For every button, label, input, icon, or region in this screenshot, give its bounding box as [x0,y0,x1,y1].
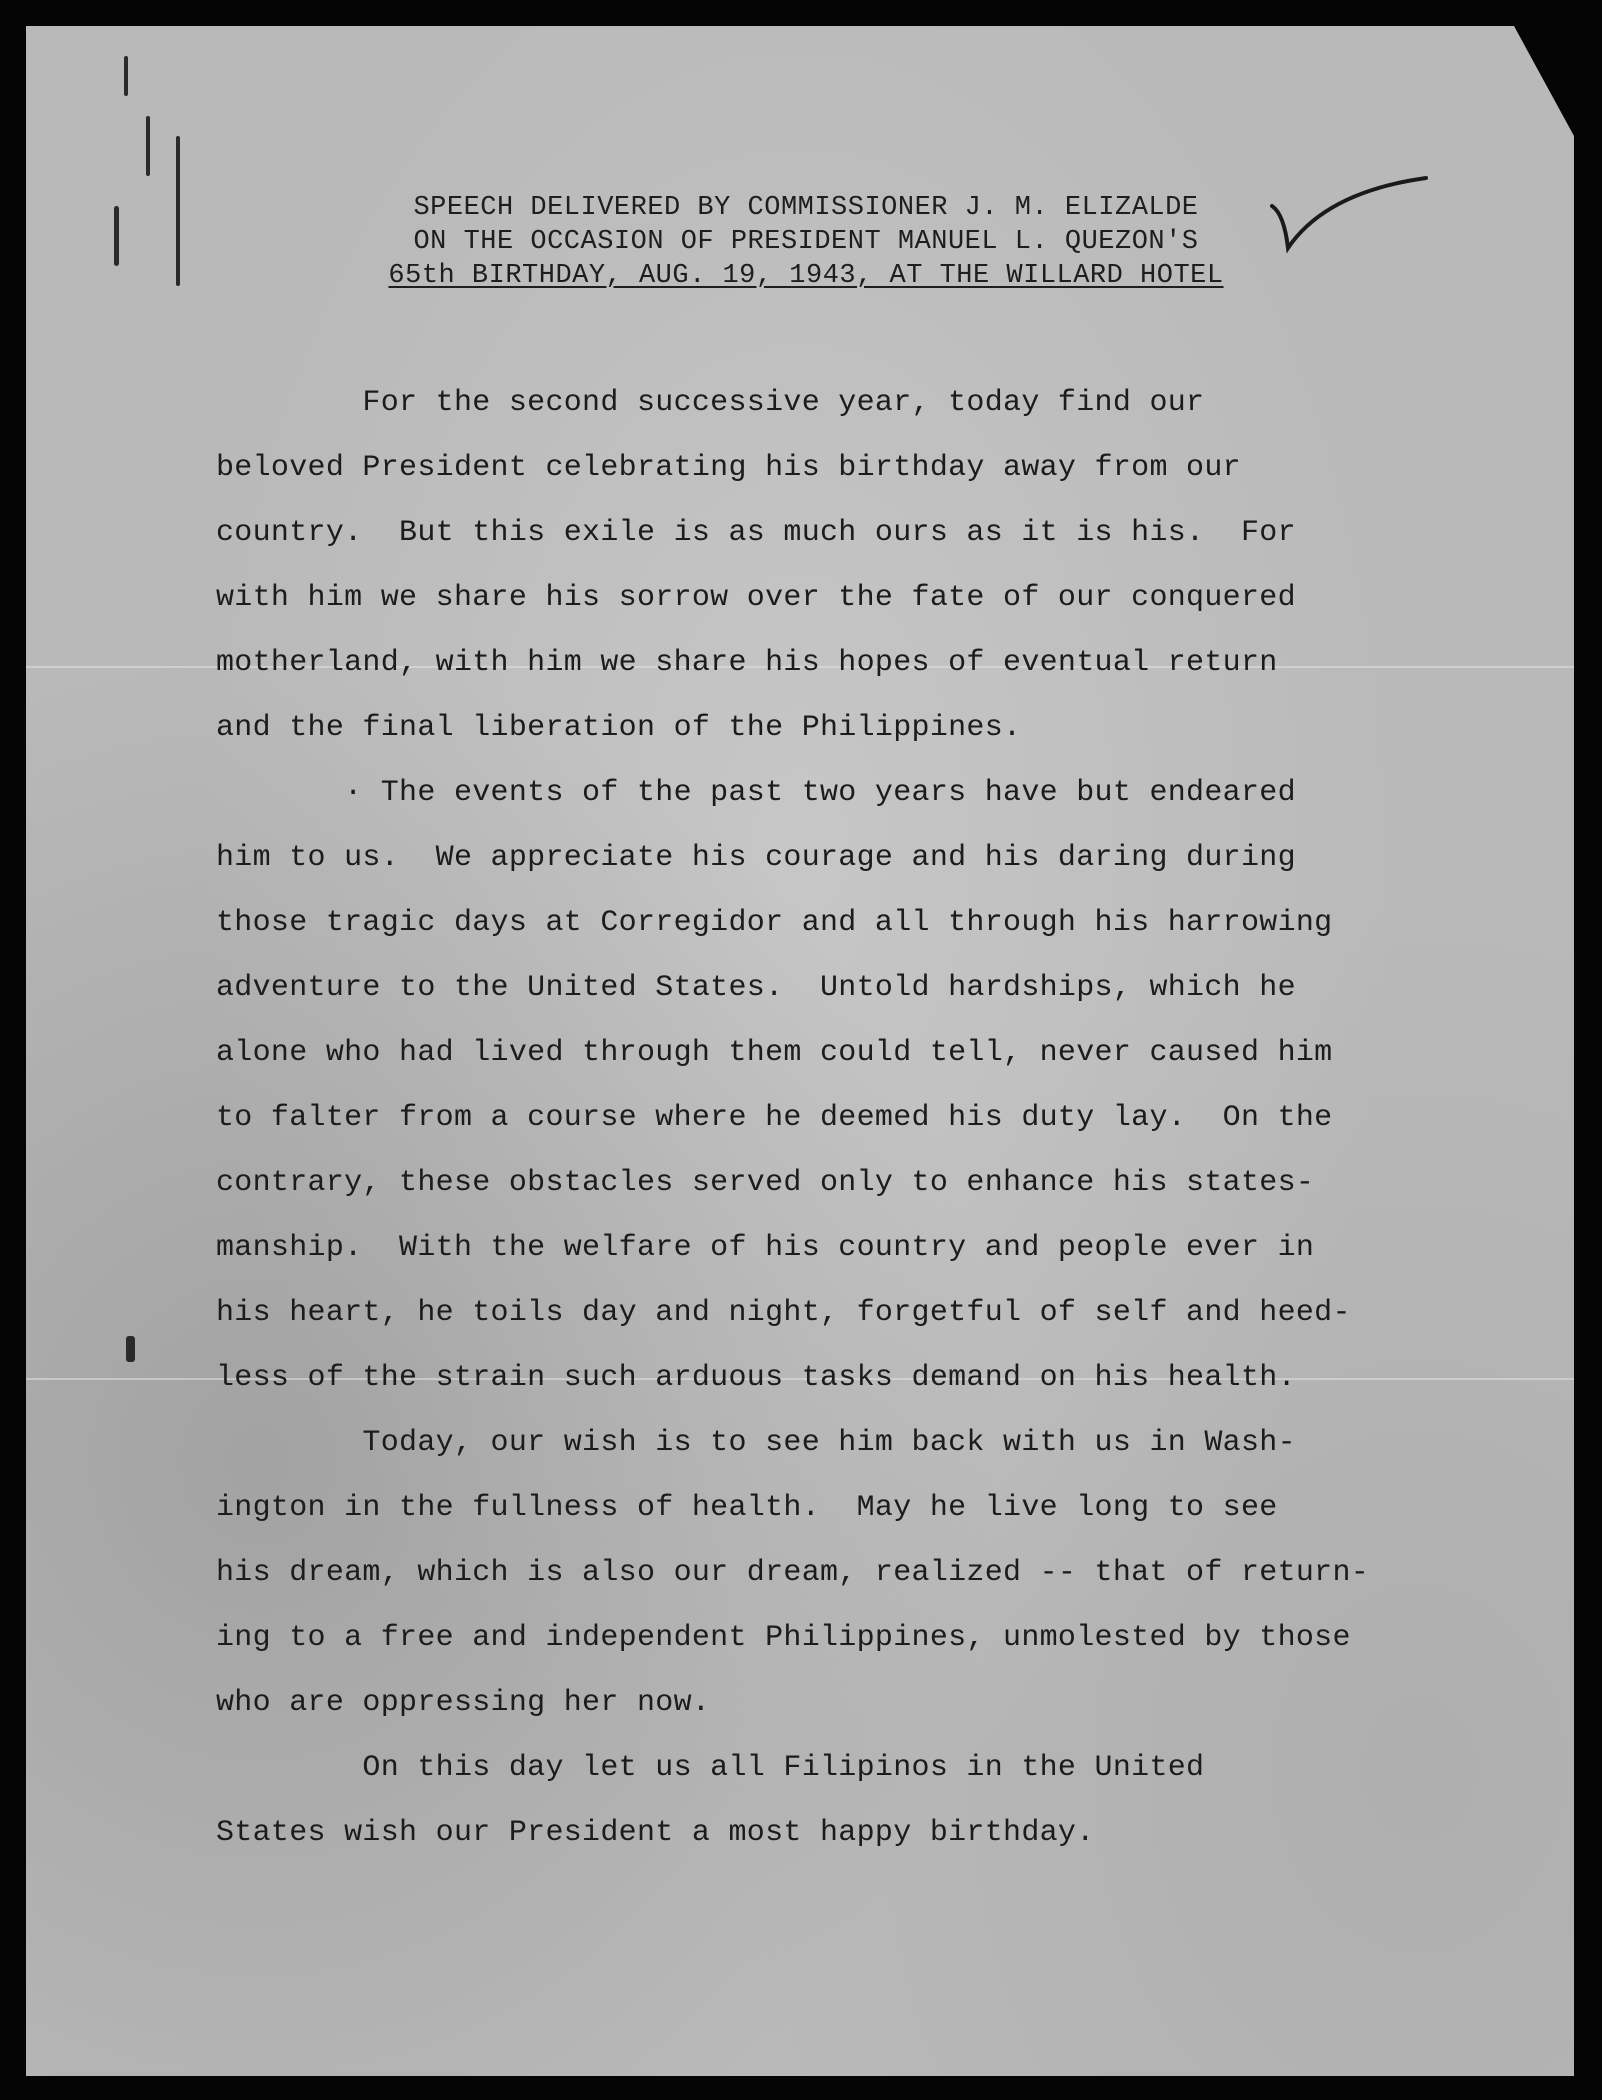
body-line: with him we share his sorrow over the fate of our conquered [216,581,1296,615]
body-line: his heart, he toils day and night, forgetful of self and heed- [216,1296,1351,1330]
body-line: beloved President celebrating his birthday away from our [216,451,1241,485]
body-line: country. But this exile is as much ours as it is his. For [216,516,1296,550]
checkmark-icon [1266,166,1436,266]
body-line: manship. With the welfare of his country and people ever in [216,1231,1315,1265]
body-line: to falter from a course where he deemed his duty lay. On the [216,1101,1333,1135]
body-line: less of the strain such arduous tasks demand on his health. [216,1361,1296,1395]
body-line: States wish our President a most happy birthday. [216,1816,1095,1850]
body-line: For the second successive year, today find our [216,386,1205,420]
body-line: him to us. We appreciate his courage and his daring during [216,841,1296,875]
margin-mark [146,116,150,176]
body-line: ington in the fullness of health. May he live long to see [216,1491,1278,1525]
body-line: ing to a free and independent Philippines, unmolested by those [216,1621,1351,1655]
body-line: alone who had lived through them could tell, never caused him [216,1036,1333,1070]
torn-corner [1514,26,1574,136]
body-line: contrary, these obstacles served only to enhance his states- [216,1166,1315,1200]
body-line: and the final liberation of the Philippines. [216,711,1022,745]
body-line: · The events of the past two years have but endeared [216,776,1296,810]
heading-line: SPEECH DELIVERED BY COMMISSIONER J. M. ELIZALDE [413,193,1199,223]
heading-line: ON THE OCCASION OF PRESIDENT MANUEL L. QUEZON'S [413,227,1199,257]
body-line: On this day let us all Filipinos in the United [216,1751,1205,1785]
document-page [26,26,1574,2076]
body-line: who are oppressing her now. [216,1686,711,1720]
body-line: adventure to the United States. Untold hardships, which he [216,971,1296,1005]
speech-heading [286,191,1326,293]
heading-line: 65th BIRTHDAY, AUG. 19, 1943, AT THE WILLARD HOTEL [388,261,1224,291]
margin-mark [124,56,128,96]
body-line: his dream, which is also our dream, realized -- that of return- [216,1556,1370,1590]
speech-body [216,371,1486,1866]
body-line: Today, our wish is to see him back with us in Wash- [216,1426,1296,1460]
body-line: those tragic days at Corregidor and all through his harrowing [216,906,1333,940]
margin-mark [114,206,119,266]
margin-mark [126,1336,135,1362]
body-line: motherland, with him we share his hopes of eventual return [216,646,1278,680]
margin-mark [176,136,180,286]
